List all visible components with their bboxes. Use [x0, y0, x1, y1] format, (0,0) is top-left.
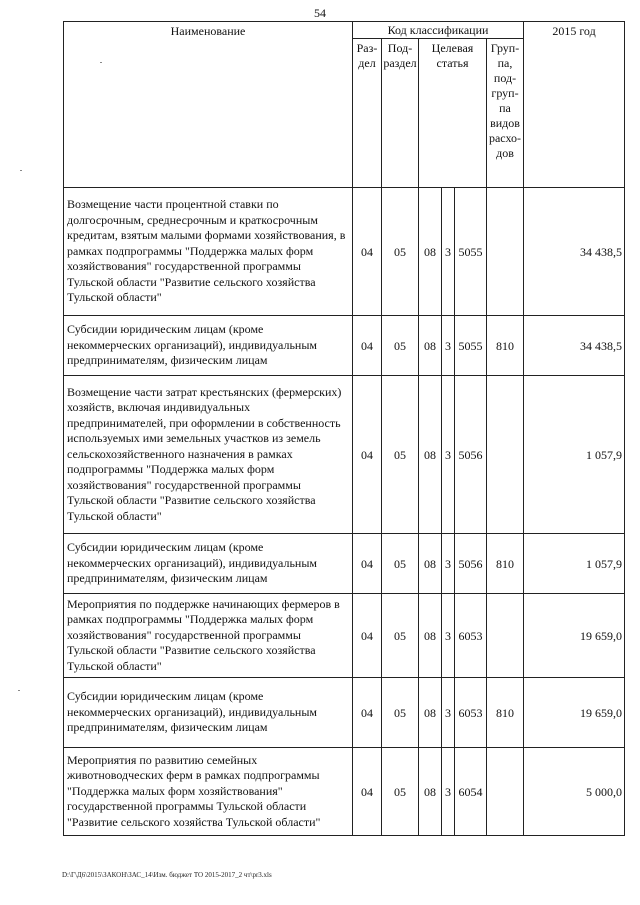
- row-name: Возмещение части затрат крестьянских (фермерских) хозяйств, включая индивидуальных предпринимателей, при оформлении в собственность используемых ими земельных участков из земель сельскохозяйственного назначения в рамках подпрограммы "Поддержка малых форм хозяйствования" государственной программы Тульской области "Развитие сельского хозяйства Тульской области": [64, 376, 353, 534]
- table-row: [64, 594, 625, 678]
- row-amount: 34 438,5: [524, 188, 625, 316]
- row-amount: 5 000,0: [524, 748, 625, 836]
- row-target-article-code: 5055: [455, 188, 487, 316]
- row-amount: 19 659,0: [524, 594, 625, 678]
- table-row: [64, 678, 625, 748]
- row-section: 04: [353, 534, 382, 594]
- row-target-article-code: 5055: [455, 316, 487, 376]
- row-section: 04: [353, 316, 382, 376]
- row-subsection: 05: [382, 748, 419, 836]
- page-number: 54: [314, 6, 326, 20]
- row-target-article-code: 5056: [455, 376, 487, 534]
- row-target-article-subprogram: 3: [442, 188, 455, 316]
- row-target-article-subprogram: 3: [442, 376, 455, 534]
- footer-file-path: D:\Г\Д6\2015\ЗАКОН\ЗАС_14\Изм. бюджет ТО 2015-2017_2 чт\pr3.xls: [62, 871, 272, 879]
- row-name: Субсидии юридическим лицам (кроме некоммерческих организаций), индивидуальным предпринимателям, физическим лицам: [64, 534, 353, 594]
- header-subsection: Под- раздел: [382, 39, 419, 188]
- row-name: Мероприятия по поддержке начинающих фермеров в рамках подпрограммы "Поддержка малых форм хозяйствования" государственной программы Тульской области "Развитие сельского хозяйства Тульской области": [64, 594, 353, 678]
- row-expense-group: [487, 376, 524, 534]
- header-classification-code: Код классификации: [353, 22, 524, 39]
- row-expense-group: [487, 188, 524, 316]
- row-name: Субсидии юридическим лицам (кроме некоммерческих организаций), индивидуальным предпринимателям, физическим лицам: [64, 678, 353, 748]
- row-target-article-subprogram: 3: [442, 748, 455, 836]
- table-row: [64, 316, 625, 376]
- row-subsection: 05: [382, 316, 419, 376]
- row-amount: 34 438,5: [524, 316, 625, 376]
- row-subsection: 05: [382, 678, 419, 748]
- table-row: [64, 748, 625, 836]
- row-target-article-program: 08: [419, 376, 442, 534]
- row-target-article-program: 08: [419, 188, 442, 316]
- row-target-article-code: 6053: [455, 678, 487, 748]
- row-expense-group: [487, 594, 524, 678]
- header-year-2015: 2015 год: [524, 22, 625, 188]
- row-target-article-program: 08: [419, 316, 442, 376]
- row-target-article-program: 08: [419, 594, 442, 678]
- row-target-article-subprogram: 3: [442, 316, 455, 376]
- scan-speck: [18, 690, 20, 691]
- row-name: Субсидии юридическим лицам (кроме некоммерческих организаций), индивидуальным предпринимателям, физическим лицам: [64, 316, 353, 376]
- header-section: Раз- дел: [353, 39, 382, 188]
- scan-speck: [100, 62, 102, 63]
- table-row: [64, 534, 625, 594]
- row-target-article-code: 6054: [455, 748, 487, 836]
- scan-speck: [20, 170, 22, 171]
- row-target-article-subprogram: 3: [442, 594, 455, 678]
- row-target-article-code: 5056: [455, 534, 487, 594]
- row-section: 04: [353, 376, 382, 534]
- row-section: 04: [353, 594, 382, 678]
- row-expense-group: 810: [487, 678, 524, 748]
- header-expense-group: Груп- па, под- груп- па видов расхо- дов: [487, 39, 524, 188]
- budget-table: [63, 21, 625, 836]
- row-amount: 1 057,9: [524, 534, 625, 594]
- row-target-article-program: 08: [419, 748, 442, 836]
- row-subsection: 05: [382, 376, 419, 534]
- header-target-article: Целевая статья: [419, 39, 487, 188]
- row-amount: 19 659,0: [524, 678, 625, 748]
- row-subsection: 05: [382, 534, 419, 594]
- row-target-article-subprogram: 3: [442, 678, 455, 748]
- row-expense-group: 810: [487, 316, 524, 376]
- row-expense-group: 810: [487, 534, 524, 594]
- row-subsection: 05: [382, 594, 419, 678]
- row-section: 04: [353, 678, 382, 748]
- row-target-article-program: 08: [419, 678, 442, 748]
- row-amount: 1 057,9: [524, 376, 625, 534]
- table-row: [64, 376, 625, 534]
- table-row: [64, 188, 625, 316]
- row-target-article-code: 6053: [455, 594, 487, 678]
- row-name: Возмещение части процентной ставки по долгосрочным, среднесрочным и краткосрочным кредитам, взятым малыми формами хозяйствования, в рамках подпрограммы "Поддержка малых форм хозяйствования" государственной программы Тульской области "Развитие сельского хозяйства Тульской области": [64, 188, 353, 316]
- row-expense-group: [487, 748, 524, 836]
- row-target-article-subprogram: 3: [442, 534, 455, 594]
- header-name: Наименование: [64, 22, 353, 188]
- row-subsection: 05: [382, 188, 419, 316]
- row-section: 04: [353, 188, 382, 316]
- row-name: Мероприятия по развитию семейных животноводческих ферм в рамках подпрограммы "Поддержка малых форм хозяйствования" государственной программы Тульской области "Развитие сельского хозяйства Тульской области": [64, 748, 353, 836]
- row-target-article-program: 08: [419, 534, 442, 594]
- row-section: 04: [353, 748, 382, 836]
